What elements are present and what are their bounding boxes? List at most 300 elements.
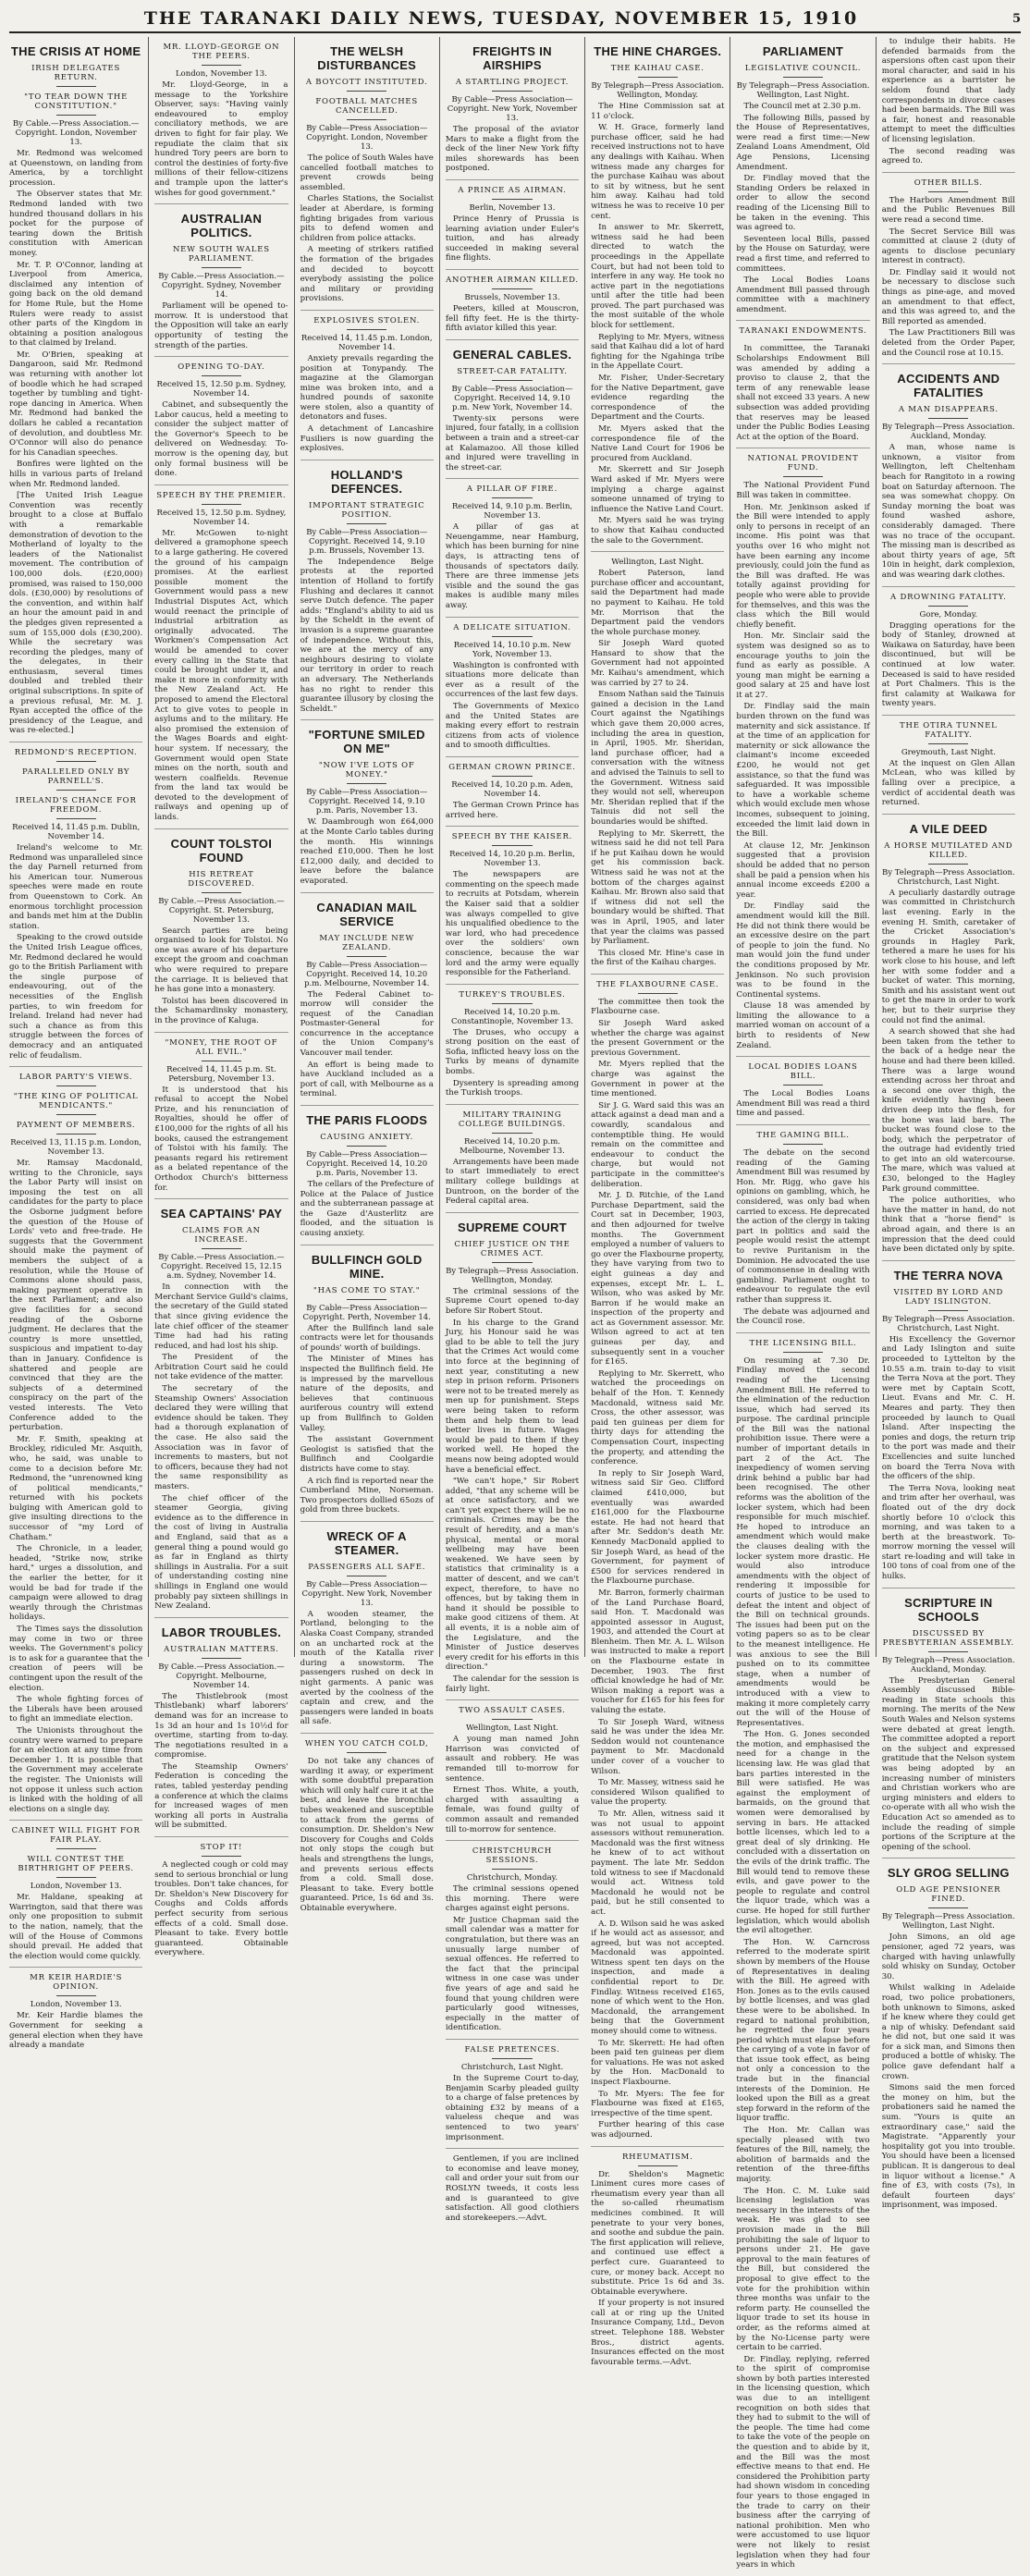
- article: [882, 37, 1015, 173]
- article-subheading: OLD AGE PENSIONER FINED.: [896, 1885, 1001, 1905]
- article-paragraph: The Secret Service Bill was committed at clause 2 (duty of agents to disclose pecuniary interest in contract).: [881, 227, 1015, 266]
- article-subheading: LABOR PARTY'S VIEWS.: [18, 1073, 133, 1083]
- article: [736, 326, 869, 448]
- dateline: London, November 13.: [175, 69, 267, 79]
- article-subheading: PARALLELED ONLY BY PARNELL'S.: [21, 767, 130, 787]
- article: [154, 212, 288, 357]
- article-paragraph: Simons said the men forced the money on him, but the probationers said he named the sum. "Yours is quite an extraordinary case," said the Magistrate. "Apparently your hospitality got you into trouble. You should have been a licensed publican. It is dangerous to deal in liquor without a license." A fine of £3, with costs (7s), in default fourteen days' imprisonment, was imposed.: [881, 2083, 1015, 2211]
- article-paragraph: The newspapers are commenting on the speech made to recruits at Potsdam, wherein the Kaiser said that a soldier was always compelled to give his unqualified obedience to the war lord, who had precedence over the soldiers' own conscience, because the war lord and the army were equally responsible for the Fatherland.: [445, 870, 580, 978]
- article: [446, 44, 579, 180]
- article-subheading: NEW SOUTH WALES PARLIAMENT.: [172, 245, 270, 264]
- dateline: By Cable—Press Association—Copyright. New York, November 13.: [301, 1579, 432, 1608]
- article-paragraph: Anxiety prevails regarding the position at Tonypandy. The magazine at the Glamorgan mine was broken into, and a hundred pounds of saxonite were stolen, also a quantity of detonators and fuses.: [300, 353, 434, 423]
- article: [300, 468, 434, 721]
- article: [300, 44, 434, 311]
- rule-divider: [56, 115, 96, 116]
- dateline: By Telegraph—Press Association. Wellington, Last Night.: [736, 81, 870, 100]
- article-heading: THE CRISIS AT HOME: [10, 44, 141, 58]
- article: [591, 2153, 724, 2374]
- article-heading: ACCIDENTS AND FATALITIES: [897, 372, 1000, 400]
- article: [591, 44, 724, 552]
- article: [446, 348, 579, 480]
- article-paragraph: The calendar for the session is fairly light.: [445, 1674, 580, 1694]
- article: [882, 1596, 1015, 1859]
- article-subheading: GERMAN CROWN PRINCE.: [448, 762, 576, 772]
- article-subheading: CLAIMS FOR AN INCREASE.: [182, 1226, 261, 1245]
- article-paragraph: The Council met at 2.30 p.m.: [743, 102, 862, 111]
- dateline: By Telegraph—Press Association. Christchurch, Last Night.: [881, 1314, 1015, 1333]
- article-paragraph: A peculiarly dastardly outrage was committed in Christchurch last evening. Early in the evening H. Smith, caretaker of the Cricket Association's grounds in Hagley Park, tethered a mare he uses for his work close to his house, and left her with some fodder and a bucket of water. This morning, Smith and his assistant went out to get the mare in order to work her, but to their surprise they could not find the animal.: [881, 888, 1015, 1025]
- article-paragraph: Replying to Mr. Myers, witness said that Kaihau did a lot of hard fighting for the Ngahinga tribe in the Appellate Court.: [591, 332, 725, 372]
- rule-divider: [347, 119, 386, 120]
- article-paragraph: To Mr. Allen, witness said it was not usual to appoint assessors without remuneration. Macdonald was the first witness he knew of to act without payment. The late Mr. Seddon told witness to see if Macdonald would act. Witness told Macdonald he would not be paid, but he still consented to act.: [591, 1809, 725, 1917]
- article-paragraph: In the Supreme Court to-day, Benjamin Scarby pleaded guilty to a charge of false pretences by obtaining £32 by means of a valueless cheque and was sentenced to two years' imprisonment.: [445, 2074, 580, 2142]
- article-paragraph: Do not take any chances of warding it away, or experiment with some doubtful preparation which will only half cure it at the best, and leave the bronchial tubes weakened and susceptible to attack from the germs of consumption. Dr. Sheldon's New Discovery for Coughs and Colds not only stops the cough but heals and strengthens the lungs, and prevents serious effects from a cold. Small dose. Pleasant to take. Every bottle guaranteed. Price, 1s 6d and 3s. Obtainable everywhere.: [300, 1757, 434, 1913]
- rule-divider: [638, 993, 678, 994]
- rule-divider: [202, 1248, 241, 1249]
- article-subheading: TWO ASSAULT CASES.: [459, 1706, 566, 1716]
- article: [446, 623, 579, 757]
- rule-divider: [783, 1352, 823, 1353]
- column-3: [295, 37, 440, 1913]
- article-paragraph: Ireland's welcome to Mr. Redmond was unparalleled since the day Parnell returned from his American tour. Numerous speeches were made en route from Queenstown to Cork. An enormous torchlight procession and bands met him at the Dublin station.: [9, 843, 143, 931]
- rule-divider: [56, 818, 96, 819]
- rule-divider: [492, 1133, 532, 1134]
- article-paragraph: The proposal of the aviator Mars to make a flight from the deck of the liner New York fifty miles shorewards has been postponed.: [445, 125, 580, 174]
- article-paragraph: Mr. Myers asked that the correspondence file of the Native Land Court for 1906 be procured from Auckland.: [591, 424, 725, 463]
- article-paragraph: If your property is not insured call at or ring up the United Insurance Company, Ltd., Devon street. Telephone 188. Webster Bros., district agents. Insurances effected on the most favourable terms.—Advt.: [591, 2299, 725, 2367]
- rule-divider: [928, 743, 968, 744]
- article-paragraph: The Independence Belge protests at the reported intention of Holland to fortify Flushing and declares it cannot serve Dutch defence. The paper adds: "England's ability to aid us by the Scheldt in the event of invasion is a supreme guarantee of independence. Without this, we are at the mercy of any neighbours desiring to violate our territory in order to reach an adversary. The Netherlands has no right to render this guarantee illusory by closing the Scheldt.": [300, 557, 434, 714]
- article-subheading: A PILLAR OF FIRE.: [466, 485, 558, 495]
- article-heading: SCRIPTURE IN SCHOOLS: [904, 1595, 993, 1624]
- article-paragraph: Mr. F. Smith, speaking at Brockley, ridiculed Mr. Asquith, who, he said, was unable to come to a decision before Mr. Redmond, the "unrenowned king of political mendicants," returned with his pockets bulging with American gold to give insulting directions to the successor of "my Lord of Chatham.": [9, 1434, 143, 1542]
- rule-divider: [492, 845, 532, 846]
- article-paragraph: At clause 12, Mr. Jenkinson suggested that a provision should be added that no person shall be paid a pension when his annual income exceeds £200 a year.: [736, 840, 870, 900]
- article-paragraph: Twenty-six persons were injured, four fatally, in a collision between a train and a street-car at Kalamazoo. All those killed and injured were travelling in the street-car.: [445, 413, 580, 472]
- dateline: By Cable—Press Association—Copyright. Received 14, 9.10 p.m. Brussels, November 13.: [306, 527, 428, 556]
- rule-divider: [928, 191, 968, 192]
- article-paragraph: Replying to Mr. Skerrett, who watched the proceedings on behalf of the Hon. T. Kennedy Macdonald, witness said Mr. Cross, the other assessor, was paid ten guineas per diem for thirty days for attending the Compensation Court, inspecting the property, and attending the conference.: [591, 1368, 725, 1467]
- rule-divider: [347, 91, 386, 92]
- rule-divider: [783, 1085, 823, 1086]
- article-subheading: SPEECH BY THE PREMIER.: [156, 490, 287, 500]
- article-subheading: THE GAMING BILL.: [756, 1131, 850, 1141]
- dateline: Received 14, 10.20 p.m. Berlin, November 13.: [449, 850, 575, 869]
- rule-divider: [202, 1856, 241, 1857]
- article-paragraph: The debate on the second reading of the Gaming Amendment Bill was resumed by Hon. Mr. Rigg, who gave his opinions on gambling, which, he considered, was only bad when carried to excess. He deprecated the action of the clergy in taking part in politics and said the people would resist the attempt to revive Puritanism in the Dominion. He advocated the use of commonsense in dealing with gambling. Parliament ought to endeavour to regulate the evil rather than suppress it.: [736, 1148, 870, 1305]
- article-subheading: TURKEY'S TROUBLES.: [459, 989, 566, 1000]
- article-paragraph: A neglected cough or cold may send to serious bronchial or lung troubles. Don't take chances, for Dr. Sheldon's New Discovery for Coughs and Colds affords perfect security from serious effects of a cold. Small dose. Pleasant to take. Every bottle guaranteed. Obtainable everywhere.: [154, 1860, 288, 1958]
- article-paragraph: Robert Paterson, land purchase officer and accountant, said the Department had made no payment to Kaihau. He told Mr. Morrison that the Department paid the vendors the whole purchase money.: [591, 569, 725, 637]
- rule-divider: [492, 2058, 532, 2059]
- article-paragraph: In connection with the Merchant Service Guild's claims, the secretary of the Guild stated that since giving evidence the late chief officer of the steamer Time had had his rating reduced, and had lost his ship.: [154, 1282, 288, 1351]
- article: [9, 1826, 142, 1968]
- article-subheading: PASSENGERS ALL SAFE.: [308, 1562, 426, 1572]
- article-paragraph: "We can't hope," Sir Robert added, "that any scheme will be at once satisfactory, and we can't yet expect there will be no criminals. Crimes may be the result of heredity, and a man's physical, mental or moral wellbeing may have been weakened. We have seen by statistics that criminality is a matter of descent, and we can't expect, therefore, to have no offences, but by taking them in hand it should be possible to make good citizens of them. At all events, it is a noble aim of the Legislature, and the Minister of Justice deserves every credit for his efforts in this direction.": [445, 1477, 580, 1673]
- article: [446, 1110, 579, 1213]
- article-paragraph: At the inquest on Glen Allan McLean, who was killed by falling over a precipice, a verdict of accidental death was returned.: [881, 758, 1015, 808]
- rule-divider: [347, 1146, 386, 1147]
- article-paragraph: A detachment of Lancashire Fusiliers is now guarding the explosives.: [300, 424, 434, 454]
- article: [154, 491, 288, 829]
- article: [446, 1706, 579, 1841]
- article-paragraph: The second reading was agreed to.: [881, 146, 1015, 166]
- article-subheading: THE OTIRA TUNNEL FATALITY.: [900, 720, 998, 740]
- article-paragraph: The Hon. W. Carncross referred to the moderate spirit shown by members of the House of Representatives in dealing with the Bill. He agreed with Hon. Jones as to the evils caused by bottle licenses, and was glad these were to be abolished. In regard to national prohibition, he regretted the four years period which must elapse before the carrying of a vote in favor of that issue took effect, as being not only a concession to the trade but in the financial interests of the Dominion. He looked upon the Bill as a great step forward in the reform of the liquor traffic.: [736, 1937, 870, 2124]
- dateline: Received 14, 10.20 p.m. Melbourne, November 13.: [460, 1136, 565, 1156]
- dateline: Received 14, 10.20 p.m. Aden, November 14.: [451, 779, 573, 799]
- article-paragraph: Dr. Findlay moved that the Standing Orders be relaxed in order to allow the second reading of the Licensing Bill to be taken in the evening. This was agreed to.: [736, 174, 870, 233]
- article-paragraph: Hon. Mr. Sinclair said the system was designed so as to encourage youths to join the fund as early as possible. A young man might be earning a good salary at 25 and have lost it at 27.: [736, 632, 870, 700]
- article-paragraph: Mr. J. D. Ritchie, of the Land Purchase Department, said the Court sat in December, 1903, and then adjourned for twelve months. The Government employed a number of valuers to go over the Flaxbourne property, they have varying from two to eight guineas a day and expenses, except Mr. L. L. Wilson, who was asked by Mr. Barron if he would make an inspection of the property and act as Government assessor. Mr. Wilson agreed to act at ten guineas per day, and subsequently sent in a voucher for £165.: [591, 1191, 725, 1368]
- article-paragraph: The following Bills, passed by the House of Representatives, were read a first time:—New Zealand Loans Amendment, Old Age Pensions, Licensing Amendment.: [736, 113, 870, 172]
- rule-divider: [492, 1869, 532, 1870]
- dateline: By Cable.—Press Association.—Copyright. St. Petersburg, November 13.: [158, 896, 285, 925]
- article-paragraph: The committee then took the Flaxbourne case.: [591, 997, 725, 1017]
- article-paragraph: Sir Joseph Ward asked whether the charge was against the present Government or the previous Government.: [591, 1019, 725, 1058]
- rule-divider: [492, 380, 532, 381]
- masthead: [9, 6, 1021, 33]
- article-paragraph: The Terra Nova, looking neat and trim after her overhaul, was floated out of the dry dock shortly before 10 o'clock this morning, and was taken to a berth at the breastwork. To-morrow morning the vessel will start re-loading and will take in 100 tons of coal from one of the hulks.: [881, 1483, 1015, 1582]
- article-heading: PARLIAMENT: [762, 44, 844, 58]
- article-subheading: EXPLOSIVES STOLEN.: [313, 315, 421, 325]
- rule-divider: [202, 1658, 241, 1659]
- article-paragraph: Mr. Barron, formerly chairman of the Land Purchase Board, said Hon. T. Macdonald was appointed assessor in August, 1903, and attended the Court at Blenheim. Then Mr. A. L. Wilson was instructed to make a report on the Flaxbourne estate in December, 1903. The first official knowledge he had of Mr. Wilson making a report was a voucher for £165 for his fees for valuing the estate.: [591, 1588, 725, 1716]
- article: [882, 822, 1015, 1261]
- dateline: By Telegraph—Press Association. Wellington, Last Night.: [881, 1912, 1015, 1932]
- article-paragraph: Mr. Redmond was welcomed at Queenstown, on landing from America, by a torchlight procession.: [9, 149, 143, 188]
- masthead-title: THE TARANAKI DAILY NEWS, TUESDAY, NOVEMBER 15, 1910: [143, 8, 859, 29]
- article-paragraph: Mr. Lloyd-George, in a message to the Yorkshire Observer, says: "Having vainly endeavoured to employ conciliatory methods, we are driven to fight for fair play. We repudiate the claim that six hundred Tory peers are born to control the destinies of forty-five millions of their fellow-citizens and trample upon the latter's wishes for good government.": [154, 80, 288, 198]
- dateline: Gore, Monday.: [919, 609, 978, 619]
- rule-divider: [492, 636, 532, 637]
- article-paragraph: The Druses, who occupy a strong position on the east of Sofia, inflicted heavy loss on the Turks by means of dynamite bombs.: [445, 1027, 580, 1077]
- article-heading: A VILE DEED: [909, 821, 988, 836]
- dateline: Christchurch, Last Night.: [460, 2063, 564, 2072]
- article-paragraph: W. Daambrough won £64,000 at the Monte Carlo tables during the month. His winnings reached £10,000. Then he lost £12,000 daily, and decided to leave before the balance evaporated.: [300, 817, 434, 886]
- article-paragraph: Ernest Thos. White, a youth, charged with assaulting a female, was found guilty of common assault and remanded till to-morrow for sentence.: [445, 1785, 580, 1834]
- article-subheading: MR. LLOYD-GEORGE ON THE PEERS.: [163, 43, 280, 61]
- rule-divider: [783, 339, 823, 340]
- article-paragraph: To Sir Joseph Ward, witness said he was under the idea Mr. Seddon would not countenance payment to Mr. Macdonald under cover of a voucher to Wilson.: [591, 1717, 725, 1776]
- article-paragraph: In his charge to the Grand Jury, his Honour said he was glad to be able to tell the jury that the Crimes Act would come into force at the beginning of next year, constituting a new step in prison reform. Prisoners were not to be treated merely as men up for punishment. Steps were being taken to reform them and help them to lead better lives in future. Wages would be paid to them if they worked well. He hoped the means now being adopted would have a beneficial effect.: [445, 1318, 580, 1475]
- article-subheading: A DELICATE SITUATION.: [453, 622, 571, 632]
- dateline: By Cable.—Press Association.—Copyright. Melbourne, November 14.: [158, 1662, 285, 1690]
- rule-divider: [56, 1134, 96, 1135]
- article: [446, 276, 579, 340]
- rule-divider: [492, 91, 532, 92]
- article-paragraph: Bonfires were lighted on the hills in various parts of Ireland when Mr. Redmond landed.: [9, 460, 143, 489]
- article: [446, 763, 579, 827]
- dateline: By Cable—Press Association—Copyright. Received 14, 9.10 p.m. New York, November 14.: [451, 384, 573, 412]
- article-paragraph: Hon. Mr. Jenkinson asked if the Bill were intended to apply only to persons in receipt of an income. His point was that youths over 16 who might not have been earning any income previously, could join the fund as the Bill was drafted. He was totally against providing for people who were able to provide for themselves, and this was the class which the Bill would chiefly benefit.: [736, 502, 870, 630]
- article-subheading: ANOTHER AIRMAN KILLED.: [446, 275, 579, 285]
- article-subheading: LOCAL BODIES LOANS BILL.: [748, 1062, 858, 1082]
- dateline: London, November 13.: [30, 1882, 122, 1892]
- article-paragraph: Clause 18 was amended by limiting the allowance to a married woman on account of a birth to residents of New Zealand.: [736, 1001, 870, 1050]
- article-paragraph: Mr. Fisher, Under-Secretary for the Native Department, gave evidence regarding the correspondence of the Department and the Courts.: [591, 374, 725, 423]
- rule-divider: [347, 523, 386, 524]
- article-subheading: "NOW I'VE LOTS OF MONEY.": [318, 761, 415, 780]
- article: [736, 1131, 869, 1333]
- article-paragraph: Mr. Haldane, speaking at Warrington, said that there was only one proposition to submit to the nation, namely, that the will of the House of Commons should prevail. He added that the election would come quickly.: [9, 1893, 143, 1961]
- article-subheading: SPEECH BY THE KAISER.: [451, 832, 573, 842]
- article: [154, 1625, 288, 1837]
- article: [882, 593, 1015, 716]
- column-1: [9, 37, 149, 2051]
- rule-divider: [783, 476, 823, 477]
- article-subheading: IRELAND'S CHANCE FOR FREEDOM.: [15, 796, 137, 816]
- article-subheading: "HAS COME TO STAY.": [313, 1285, 421, 1295]
- article-paragraph: A. D. Wilson said he was asked if he would act as assessor, and agreed, but was not accepted. Macdonald was appointed. Witness spent ten days on the inspection, and made a confidential report to Dr. Findlay. Witness received £165, none of which went to the Hon. Macdonald, the arrangement being that the Government money should come to witness.: [591, 1919, 725, 2037]
- rule-divider: [492, 776, 532, 777]
- article-paragraph: Mr. Ramsay Macdonald, writing to the Chronicle, says the Labor Party will insist on imposing the test on all candidates for the party to place the Osborne judgment before the question of the House of Lords' veto and free-trade. He suggests that the Government should make the payment of members the subject of a resolution, while the House of Commons alone should pass, making payment operative in the next Parliament; and also give facilities for a second reading of the Osborne judgment. He declares that the country is more unsettled, suspicious and impatient to-day than in January. Confidence is shattered and people are convinced that they are the subjects of a determined conspiracy on the part of the vested interests. The Veto Conference added to the perturbation.: [9, 1159, 143, 1433]
- article-paragraph: A young man named John Harrison was convicted of assault and robbery. He was remanded till to-morrow for sentence.: [445, 1735, 580, 1784]
- article-paragraph: It is understood that his refusal to accept the Nobel Prize, and his renunciation of Royalties, should he offer of £100,000 for the rights of all his books, caused the estrangement of Tolstoi with his family. The peasants regard his retirement as a belated repentance of the Orthodox Church's bitterness for.: [154, 1085, 288, 1193]
- rule-divider: [202, 504, 241, 505]
- article: [300, 728, 434, 892]
- article-heading: SLY GROG SELLING: [887, 1866, 1010, 1881]
- dateline: Brussels, November 13.: [464, 292, 560, 302]
- rule-divider: [928, 1907, 968, 1908]
- article-paragraph: The Harbors Amendment Bill and the Public Revenues Bill were read a second time.: [881, 195, 1015, 225]
- article: [446, 1221, 579, 1700]
- rule-divider: [492, 1003, 532, 1004]
- article-paragraph: The debate was adjourned and the Council rose.: [736, 1306, 870, 1327]
- article-heading: FREIGHTS IN AIRSHIPS: [472, 44, 552, 72]
- article-subheading: IMPORTANT STRATEGIC POSITION.: [308, 500, 425, 520]
- dateline: Berlin, November 13.: [469, 202, 556, 213]
- dateline: Greymouth, Last Night.: [901, 747, 996, 757]
- dateline: By Cable.—Press Association.—Copyright. Sydney, November 14.: [158, 272, 285, 301]
- rule-divider: [347, 1752, 386, 1753]
- dateline: By Telegraph—Press Association. Auckland, Monday.: [881, 1655, 1015, 1674]
- article-paragraph: The Federal Cabinet to-morrow will consider the request of the Canadian Postmaster-General for concurrence in the acceptance of the Union Company's Vancouver mail tender.: [300, 989, 434, 1059]
- dateline: Wellington, Last Night.: [611, 558, 705, 568]
- article-paragraph: The Steamship Owners' Federation is conceding the rates, tabled yesterday pending a conference at which the claims for increased wages of men working all ports in Australia will be submitted.: [154, 1761, 288, 1831]
- article-paragraph: Mr. McGowen to-night delivered a gramophone speech to a large gathering. He covered the ground of his campaign promises. At the earliest possible moment the Government would pass a new Industrial Disputes Act, which would reenact the principle of industrial arbitration as originally advocated. The Workmen's Compensation Act would be amended to cover every calling in the State that could be brought under it, and make it more in conformity with the New Zealand Act. He proposed to amend the Electoral Act to give votes to people in asylums and to the military. He also promised the extension of the Wages Boards and eight-hour system. If necessary, the Government would open State mines on the north, south and western coalfields. Revenue from the land tax would be devoted to the development of railways and opening up of lands.: [154, 528, 288, 823]
- article-subheading: A BOYCOTT INSTITUTED.: [305, 78, 428, 87]
- article-paragraph: Dr. Findlay, replying, referred to the spirit of compromise shown by both parties interested in the licensing question, which was due to an intelligent recognition on both sides that they had to submit to the will of the people. The time had come to take the vote of the people on the question and to abide by it, and the Bill was the most effective means to that end. He considered the Prohibition party had shown wisdom in conceding four years to those engaged in the trade to carry on their business after the carrying of national prohibition. Men who were accustomed to use liquor were not likely to resist legislation when they had four years in which: [736, 2354, 870, 2570]
- rule-divider: [56, 1995, 96, 1996]
- article-paragraph: In answer to Mr. Skerrett, witness said he had been directed to watch the proceedings in the Appellate Court, but had not been told to interfere in any way. He took no active part in the negotiations until after the title had been proved. The part purchased was the most suitable of the whole block for settlement.: [591, 223, 725, 331]
- article-heading: HOLLAND'S DEFENCES.: [330, 467, 403, 496]
- article-paragraph: Arrangements have been made to start immediately to erect military college buildings at Duntroon, on the border of the Federal capital area.: [445, 1157, 580, 1207]
- article-subheading: CABINET WILL FIGHT FOR FAIR PLAY.: [11, 1826, 141, 1846]
- dateline: By Cable—Press Association—Copyright. Received 14, 10.20 p.m. Paris, November 13.: [306, 1150, 428, 1179]
- article-heading: THE WELSH DISTURBANCES: [317, 44, 417, 72]
- article-subheading: MAY INCLUDE NEW ZEALAND.: [319, 933, 414, 952]
- article: [882, 372, 1015, 586]
- rule-divider: [928, 1651, 968, 1652]
- dateline: By Telegraph—Press Association. Wellington, Monday.: [591, 81, 725, 100]
- rule-divider: [202, 267, 241, 268]
- article: [882, 1269, 1015, 1589]
- article-paragraph: An effort is being made to have Auckland included as a port of call, with Melbourne as a terminal.: [300, 1060, 434, 1099]
- article-subheading: MILITARY TRAINING COLLEGE BUILDINGS.: [458, 1110, 567, 1129]
- article-subheading: CHIEF JUSTICE ON THE CRIMES ACT.: [454, 1239, 570, 1258]
- article: [9, 748, 142, 1067]
- article-paragraph: A meeting of strikers ratified the formation of the brigades and decided to boycott everybody assisting the police and military or providing provisions.: [300, 245, 434, 304]
- rule-divider: [202, 892, 241, 893]
- article-subheading: STREET-CAR FATALITY.: [457, 366, 568, 376]
- rule-divider: [928, 418, 968, 419]
- article-heading: SUPREME COURT: [457, 1220, 567, 1234]
- article-paragraph: Dr. Sheldon's Magnetic Liniment cures more cases of rheumatism every year than all the so-called rheumatism medicines combined. It will penetrate to your very bones, and soothe and subdue the pain. The first application will relieve, and continued use effect a perfect cure. Guaranteed to cure, or money back. Accept no substitute. Price 1s 6d and 3s. Obtainable everywhere.: [591, 2169, 725, 2297]
- article-subheading: REDMOND'S RECEPTION.: [14, 748, 138, 758]
- article: [446, 2045, 579, 2149]
- article-paragraph: Speaking to the crowd outside the United Irish League offices, Mr. Redmond declared he would go to the British Parliament with the single purpose of endeavouring, out of the necessities of the English parties, to win freedom for Ireland. Ireland had never had such a chance as from this struggle between the forces of democracy and an antiquated relic of feudalism.: [9, 933, 143, 1061]
- article-paragraph: Whilst walking in Adelaide road, two police probationers, both unknown to Simons, asked if he knew where they could get a nip of whisky. Defendant said he did not, but one said it was for a sick man, and Simons then produced a bottle of whisky. The police gave defendant half a crown.: [881, 1983, 1015, 2081]
- dateline: London, November 13.: [30, 2000, 122, 2010]
- rule-divider: [638, 2165, 678, 2166]
- article-paragraph: The Hon. C. M. Luke said licensing legislation was necessary in the interests of the weak. He was glad to see provision made in the Bill prohibiting the sale of liquor to persons under 21. He gave approval to the main features of the Bill, but considered the proposal to give effect to the vote for the prohibition within three months was unfair to the reform party. He counselled the liquor trade to set its house in order, as the reforms aimed at by the No-License party were certain to be carried.: [736, 2186, 870, 2353]
- article-paragraph: Parliament will be opened to-morrow. It is understood that the Opposition will take an early opportunity of testing the strength of the parties.: [154, 301, 288, 350]
- rule-divider: [56, 86, 96, 87]
- article-subheading: FALSE PRETENCES.: [464, 2045, 560, 2055]
- article-paragraph: The Presbyterian General Assembly discussed Bible-reading in State schools this morning. The merits of the New South Wales and Nelson systems were debated at great length. The committee adopted a report on the subject and expressed gratitude that the Nelson system was being adopted by an increasing number of ministers and Christian workers who are urging ministers and elders to co-operate with all who wish the Education Act so amended as to include the reading of simple portions of the Scripture at the opening of the school.: [881, 1675, 1015, 1852]
- rule-divider: [783, 1144, 823, 1145]
- article-heading: THE TERRA NOVA: [893, 1268, 1003, 1282]
- article: [736, 1062, 869, 1125]
- article: [9, 1973, 142, 2055]
- dateline: By Cable—Press Association—Copyright. Received 14, 10.20 p.m. Melbourne, November 14.: [304, 960, 430, 988]
- article-paragraph: Mr. Myers said he was trying to show that Kaihau conducted the sale to the Government.: [591, 516, 725, 546]
- rule-divider: [492, 288, 532, 289]
- article: [154, 1843, 288, 1964]
- article-subheading: A DROWNING FATALITY.: [890, 592, 1007, 602]
- article: [882, 1866, 1015, 2216]
- article-paragraph: Replying to Mr. Skerrett, the witness said he did not tell Para if he put Kaihau down he would get his commission back. Witness said he was not at the bottom of the charges against Kaihau. Mr. Brown also said that if witness did not sell the boundary would be shifted. That was in April, 1905, and later that year the claims was passed by Parliament.: [591, 828, 725, 947]
- page-number: 5: [1012, 11, 1021, 26]
- dateline: Christchurch, Monday.: [466, 1873, 558, 1883]
- article-subheading: A MAN DISAPPEARS.: [898, 405, 999, 415]
- article: [154, 43, 288, 204]
- article: [882, 721, 1015, 815]
- dateline: By Cable—Press Association—Copyright. Received 14, 9.10 p.m. Paris, November 13.: [306, 788, 428, 816]
- article-paragraph: The Law Practitioners Bill was deleted from the Order Paper, and the Council rose at 10.15.: [881, 328, 1015, 358]
- column-4: [440, 37, 585, 2223]
- article-heading: COUNT TOLSTOI FOUND: [170, 836, 273, 865]
- dateline: Received 15, 12.50 p.m. Sydney, November 14.: [156, 380, 287, 399]
- article-paragraph: This closed Mr. Hine's case in the first of the Kaihau charges.: [591, 948, 725, 968]
- article-paragraph: The Hine Commission sat at 11 o'clock.: [591, 102, 725, 121]
- article-paragraph: The Times says the dissolution may come in two or three weeks. The Government's policy is to ask for a guarantee that the creation of peers will be contingent upon the result of the election.: [9, 1625, 143, 1693]
- article: [446, 832, 579, 985]
- article-subheading: CAUSING ANXIETY.: [320, 1133, 414, 1143]
- article-paragraph: The police of South Wales have cancelled football matches to prevent crowds being assembled.: [300, 153, 434, 192]
- rule-divider: [202, 65, 241, 66]
- article-subheading: WILL CONTEST THE BIRTHRIGHT OF PEERS.: [18, 1855, 134, 1874]
- article-paragraph: To Mr. Myers: The fee for Flaxbourne was fixed at £165, irrespective of the time spent.: [591, 2089, 725, 2118]
- article-subheading: PAYMENT OF MEMBERS.: [16, 1121, 136, 1131]
- article-subheading: "MONEY, THE ROOT OF ALL EVIL.": [165, 1037, 278, 1057]
- article: [446, 1846, 579, 2040]
- article-subheading: HIS RETREAT DISCOVERED.: [188, 869, 255, 889]
- article-paragraph: The Unionists throughout the country were warned to prepare for an election at any time from December 1. It is possible that the Government may accelerate the register. The Unionists will not oppose it unless such action is linked with the holding of all elections on a single day.: [9, 1725, 143, 1814]
- article-paragraph: The Observer states that Mr. Redmond landed with two hundred thousand dollars in his pocket for the purpose of tearing down the British constitution with American money.: [9, 190, 143, 258]
- article-subheading: A PRINCE AS AIRMAN.: [458, 185, 567, 195]
- dateline: By Cable—Press Association—Copyright. Perth, November 14.: [302, 1303, 431, 1322]
- article-subheading: MR KEIR HARDIE'S OPINION.: [30, 1973, 123, 1993]
- article-paragraph: The German Crown Prince has arrived here.: [445, 800, 580, 820]
- rule-divider: [347, 1299, 386, 1300]
- article: [300, 1739, 434, 1920]
- article-paragraph: The National Provident Fund Bill was taken in committee.: [736, 481, 870, 500]
- article-paragraph: Mr. Myers replied that the charge was against the Government in power at the time mentioned.: [591, 1060, 725, 1099]
- dateline: By Telegraph—Press Association. Auckland, Monday.: [881, 423, 1015, 442]
- article-paragraph: The Chronicle, in a leader, headed, "Strike now, strike hard," urges a dissolution, and the earlier the better, for it would be bad for trade if the campaign were allowed to drag wearily through the Christmas holidays.: [9, 1544, 143, 1623]
- article-heading: AUSTRALIAN POLITICS.: [180, 212, 263, 240]
- rule-divider: [347, 783, 386, 784]
- article-paragraph: Seventeen local Bills, passed by the House on Saturday, were read a first time, and referred to committees.: [736, 234, 870, 274]
- rule-divider: [928, 606, 968, 607]
- article: [300, 901, 434, 1107]
- article-paragraph: The police authorities, who have the matter in hand, do not think that a "horse fiend" is abroad again, and there is an impression that the deed could have been dictated only by spite.: [881, 1196, 1015, 1255]
- article-paragraph: Mr Justice Chapman said the small calendar was a matter for congratulation, but there was an unusually large number of sexual offences. He referred to the fact that the principal witness in one case was under five years of age and said he found that young children were particularly good witnesses, especially in the matter of identification.: [445, 1915, 580, 2033]
- article-paragraph: The criminal sessions opened this morning. There were charges against eight persons.: [445, 1884, 580, 1914]
- article-subheading: A STARTLING PROJECT.: [455, 78, 570, 87]
- article-subheading: OPENING TO-DAY.: [178, 362, 265, 373]
- article-paragraph: After the Bullfinch land sale contracts were let for thousands of pounds' worth of buildings.: [300, 1323, 434, 1353]
- article-paragraph: In reply to Sir Joseph Ward, witness said Sir Geo. Clifford claimed £410,000, but eventually was awarded £161,000 for the Flaxbourne estate. He had not heard that after Mr. Seddon's death Mr. Kennedy MacDonald applied to Sir Joseph Ward, as head of the Government, for payment of £500 for services rendered in the Flaxbourne purchase.: [591, 1468, 725, 1587]
- dateline: By Telegraph—Press Association. Wellington, Monday.: [446, 1266, 579, 1285]
- article-paragraph: The President of the Arbitration Court said he could not take evidence of the matter.: [154, 1353, 288, 1382]
- rule-divider: [783, 77, 823, 78]
- article-paragraph: Peeters, killed at Mouscron, fell fifty feet. He is the thirty-fifth aviator killed this year.: [445, 303, 580, 334]
- article-paragraph: The secretary of the Steamship Owners' Association declared they were willing that evidence should be taken. They had a thorough explanation of the case. He also said the Association was in favor of increments to masters, but not to officers, because they had not the same responsibility as masters.: [154, 1384, 288, 1491]
- article-paragraph: Charles Stations, the Socialist leader at Aberdare, is forming fighting brigades from various pits to defend women and children from police attacks.: [300, 194, 434, 243]
- article-heading: WRECK OF A STEAMER.: [326, 1528, 407, 1557]
- article-paragraph: Dysentery is spreading among the Turkish troops.: [445, 1078, 580, 1098]
- article-heading: BULLFINCH GOLD MINE.: [311, 1252, 423, 1281]
- article-paragraph: Prince Henry of Prussia is learning aviation under Euler's tuition, and has already succeeded in making several fine flights.: [445, 214, 580, 264]
- article-subheading: "TO TEAR DOWN THE CONSTITUTION.": [24, 92, 129, 111]
- article-paragraph: A man, whose name is unknown, a visitor from Wellington, left Cheltenham beach for Rangitoto in a rowing boat on Saturday afternoon. The sea was somewhat choppy. On Sunday morning the boat was found washed ashore, considerably damaged. There was no trace of the occupant. The missing man is described as about thirty years of age, 5ft 10in in height, dark complexion, and was wearing dark clothes.: [881, 443, 1015, 580]
- rule-divider: [347, 956, 386, 957]
- article-paragraph: Tolstoi has been discovered in the Schamardinsky monastery, in the province of Kaluga.: [154, 996, 288, 1025]
- article-heading: GENERAL CABLES.: [452, 347, 572, 362]
- dateline: Received 14, 10.10 p.m. New York, November 13.: [453, 640, 571, 659]
- article-heading: LABOR TROUBLES.: [161, 1625, 282, 1639]
- rule-divider: [56, 1848, 96, 1849]
- article-subheading: DISCUSSED BY PRESBYTERIAN ASSEMBLY.: [882, 1628, 1015, 1648]
- article-paragraph: Further hearing of this case was adjourned.: [591, 2120, 725, 2140]
- article: [736, 454, 869, 1057]
- article-paragraph: Dragging operations for the body of Stanley, drowned at Waikawa on Saturday, have been discontinued, but will be continued at low water. Deceased is said to have resided at Port Chalmers. This is the first calamity at Waikawa for twenty years.: [881, 620, 1015, 709]
- article-subheading: CHRISTCHURCH SESSIONS.: [472, 1846, 553, 1866]
- rule-divider: [56, 1114, 96, 1115]
- article: [300, 316, 434, 460]
- article-paragraph: Mr. Skerrett and Sir Joseph Ward asked if Mr. Myers were implying a charge against someone unnamed of trying to influence the Native Land Court.: [591, 465, 725, 514]
- article-paragraph: The assistant Government Geologist is satisfied that the Bullfinch and Coolgardie districts have come to stay.: [300, 1435, 434, 1474]
- article-subheading: VISITED BY LORD AND LADY ISLINGTON.: [893, 1287, 1004, 1306]
- article-paragraph: The cellars of the Prefecture of Police at the Palace of Justice and the subterranean passage at the Gaze d'Austerlitz are flooded, and the situation is causing anxiety.: [300, 1180, 434, 1238]
- article: [446, 2154, 579, 2228]
- article-subheading: THE FLAXBOURNE CASE.: [596, 979, 719, 989]
- article-paragraph: Dr. Findlay said the main burden thrown on the fund was maternity and sick assistance. If at the time of an application for maternity or sick allowance the claimant's income exceeded £200, he would not get assistance, so that the fund was safeguarded. It was impossible to have a workable scheme which would exclude men whose incomes, subsequent to joining, exceeded the limit laid down in the Bill.: [736, 702, 870, 840]
- dateline: By Telegraph—Press Association. Christchurch, Last Night.: [881, 867, 1015, 887]
- article-heading: SEA CAPTAINS' PAY: [160, 1207, 283, 1221]
- rule-divider: [638, 77, 678, 78]
- article-subheading: A HORSE MUTILATED AND KILLED.: [884, 840, 1013, 860]
- article-paragraph: Mr. T. P. O'Connor, landing at Liverpool from America, disclaimed any intention of going back on the old demand for Home Rule, but the Home Rulers were ready to assist other parts of the Kingdom in obtaining a position analogous to that claimed by Ireland.: [9, 260, 143, 349]
- dateline: Received 14, 11.45 p.m. Dublin, November 14.: [12, 823, 141, 842]
- rule-divider: [56, 761, 96, 762]
- rule-divider: [347, 329, 386, 330]
- article-subheading: TARANAKI ENDOWMENTS.: [739, 326, 867, 337]
